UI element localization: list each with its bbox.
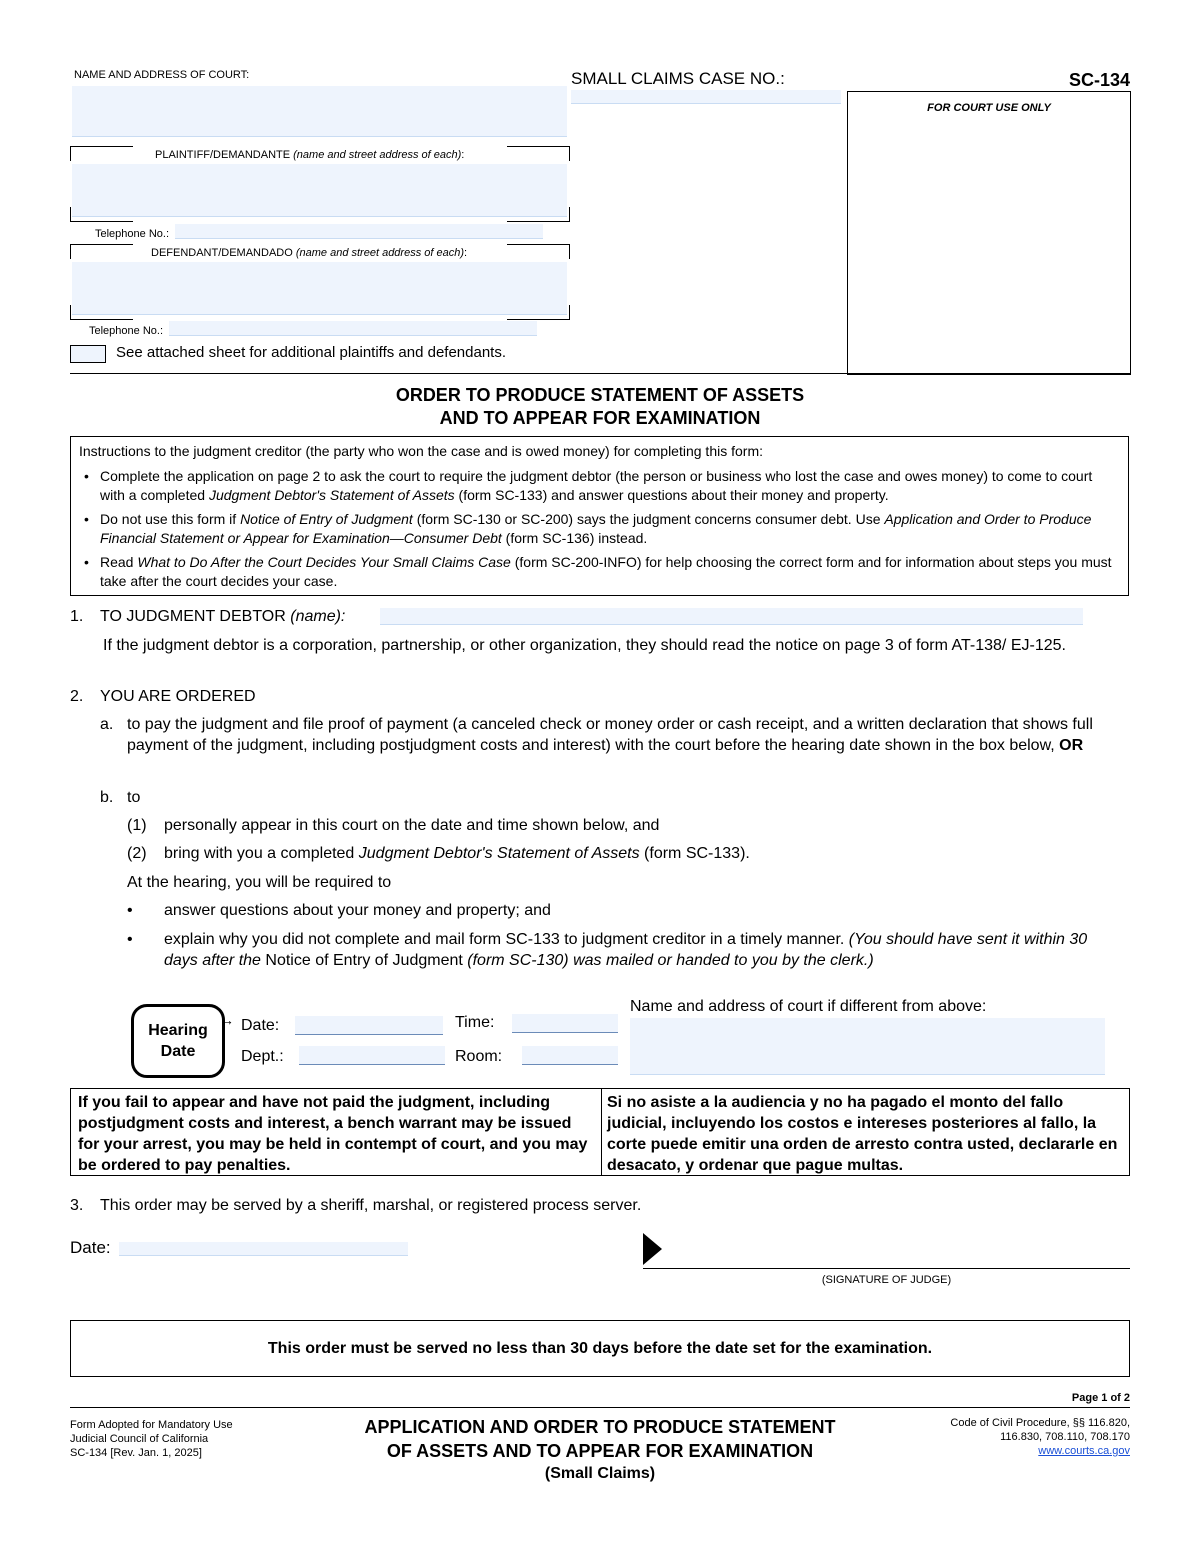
instructions-box [70, 436, 1129, 596]
defendant-field[interactable] [72, 262, 567, 315]
item-2a-text: to pay the judgment and file proof of payment (a canceled check or money order or cash receipt, and a written declaration that shows full payment of the judgment, including postjudgment costs and interest) with the court before the hearing date shown in the box below, OR [127, 716, 1093, 754]
court-use-box [847, 91, 1131, 375]
form-id: SC-134 [1068, 70, 1130, 90]
item-2b-text: to [127, 789, 141, 806]
item-2b2-text: bring with you a completed Judgment Debtor's Statement of Assets (form SC-133). [164, 845, 750, 862]
warning-english: If you fail to appear and have not paid the judgment, including postjudgment costs and interest, a bench warrant may be issued for your arrest, you may be held in contempt of court, and you may be ordered to pay penalties. [78, 1094, 588, 1174]
item-2b2-number: (2) [127, 845, 147, 862]
judgment-debtor-name-field[interactable] [380, 608, 1083, 625]
warning-divider [601, 1089, 602, 1175]
court-name-field[interactable] [72, 86, 567, 137]
item-1-label: TO JUDGMENT DEBTOR (name): [100, 608, 346, 625]
defendant-label: DEFENDANT/DEMANDADO (name and street address of each): [151, 247, 468, 259]
hearing-time-field[interactable] [512, 1014, 618, 1033]
item-1-note: If the judgment debtor is a corporation, partnership, or other organization, they should read the notice on page 3 of form AT-138/ EJ-125. [103, 637, 1066, 654]
page-number: Page 1 of 2 [1071, 1392, 1130, 1404]
attached-sheet-checkbox[interactable] [70, 345, 106, 363]
attached-sheet-label: See attached sheet for additional plaintiffs and defendants. [116, 344, 507, 361]
footer-divider [70, 1407, 1130, 1408]
page-title: ORDER TO PRODUCE STATEMENT OF ASSETS AND TO APPEAR FOR EXAMINATION [395, 385, 805, 428]
header-divider [70, 373, 1130, 374]
instruction-item-1: • Complete the application on page 2 to ask the court to require the judgment debtor (the person or business who lost the case and owes money) to come to court with a completed Judgment Debtor's Statement of Assets (form SC-133) and answer questions about their money and property. [84, 468, 1093, 503]
warning-spanish: Si no asiste a la audiencia y no ha pagado el monto del fallo judicial, incluyendo los costos e intereses posteriores al fallo, la corte puede emitir una orden de arresto contra usted, declararle en desacato, y ordenar que pague multas. [607, 1094, 1118, 1174]
plaintiff-label: PLAINTIFF/DEMANDANTE (name and street address of each): [155, 149, 465, 161]
plaintiff-telephone-label: Telephone No.: [95, 228, 169, 240]
plaintiff-bracket-tl [70, 146, 133, 161]
defendant-bracket-tl [70, 244, 133, 259]
footer-title: APPLICATION AND ORDER TO PRODUCE STATEMENT OF ASSETS AND TO APPEAR FOR EXAMINATION (Small Claims) [364, 1417, 836, 1482]
signature-arrow-icon [643, 1233, 662, 1265]
defendant-bracket-br [507, 305, 570, 320]
warning-table [70, 1088, 1130, 1176]
alt-court-field[interactable] [630, 1018, 1105, 1075]
bullet-2-text: explain why you did not complete and mail form SC-133 to judgment creditor in a timely manner. (You should have sent it within 30 days after the Notice of Entry of Judgment (form SC-130) was mailed or handed to you by the clerk.) [164, 931, 1088, 969]
hearing-date-badge: Hearing Date [131, 1004, 225, 1078]
notice-box: This order must be served no less than 30 days before the date set for the examination. [70, 1320, 1130, 1377]
case-number-label: SMALL CLAIMS CASE NO.: [571, 69, 785, 88]
hearing-room-label: Room: [455, 1048, 503, 1065]
item-2b1-text: personally appear in this court on the date and time shown below, and [164, 817, 660, 834]
alt-court-label: Name and address of court if different from above: [630, 998, 987, 1015]
plaintiff-bracket-tr [507, 146, 570, 161]
defendant-telephone-label: Telephone No.: [89, 325, 163, 337]
bullet-2-mark: • [127, 931, 133, 948]
footer-left: Form Adopted for Mandatory Use Judicial Council of California SC-134 [Rev. Jan. 1, 2025] [70, 1419, 233, 1459]
item-2b-letter: b. [100, 789, 114, 806]
item-2-label: YOU ARE ORDERED [100, 688, 256, 705]
court-name-label: NAME AND ADDRESS OF COURT: [74, 69, 250, 81]
hearing-dept-label: Dept.: [241, 1048, 284, 1065]
case-number-field[interactable] [571, 90, 841, 104]
item-2a-letter: a. [100, 716, 114, 733]
hearing-intro: At the hearing, you will be required to [127, 874, 392, 891]
plaintiff-bracket-br [507, 207, 570, 222]
signature-line[interactable] [643, 1268, 1130, 1269]
plaintiff-telephone-field[interactable] [175, 224, 543, 239]
item-2b1-number: (1) [127, 817, 147, 834]
instructions-intro: Instructions to the judgment creditor (the party who won the case and is owed money) for completing this form: [79, 443, 763, 459]
hearing-room-field[interactable] [522, 1046, 618, 1065]
hearing-dept-field[interactable] [299, 1046, 445, 1065]
order-date-label: Date: [70, 1238, 111, 1257]
instruction-item-2: • Do not use this form if Notice of Entry of Judgment (form SC-130 or SC-200) says the judgment concerns consumer debt. Use Application and Order to Produce Financial Statement or Appear for Examination—Consumer Debt (form SC-136) instead. [84, 511, 1092, 546]
bullet-1-text: answer questions about your money and property; and [164, 902, 551, 919]
footer-right: Code of Civil Procedure, §§ 116.820, 116.830, 708.110, 708.170 www.courts.ca.gov [950, 1417, 1130, 1457]
plaintiff-bracket-bl [70, 207, 133, 222]
defendant-bracket-bl [70, 305, 133, 320]
court-use-label: FOR COURT USE ONLY [927, 102, 1051, 114]
bullet-1-mark: • [127, 902, 133, 919]
hearing-date-label: Date: [241, 1017, 280, 1034]
signature-caption: (SIGNATURE OF JUDGE) [821, 1274, 952, 1286]
item-3-number: 3. [70, 1197, 84, 1214]
item-1-number: 1. [70, 608, 84, 625]
courts-website-link[interactable]: www.courts.ca.gov [1038, 1445, 1130, 1457]
defendant-bracket-tr [507, 244, 570, 259]
hearing-time-label: Time: [455, 1014, 495, 1031]
order-date-field[interactable] [119, 1242, 408, 1256]
instruction-item-3: • Read What to Do After the Court Decides Your Small Claims Case (form SC-200-INFO) for help choosing the correct form and for information about steps you must take after the court decides your case. [84, 554, 1112, 589]
item-3-text: This order may be served by a sheriff, marshal, or registered process server. [100, 1197, 642, 1214]
hearing-date-field[interactable] [295, 1016, 443, 1035]
item-2-number: 2. [70, 688, 84, 705]
plaintiff-field[interactable] [72, 164, 567, 217]
arrow-icon: → [220, 1012, 234, 1028]
defendant-telephone-field[interactable] [169, 321, 537, 336]
